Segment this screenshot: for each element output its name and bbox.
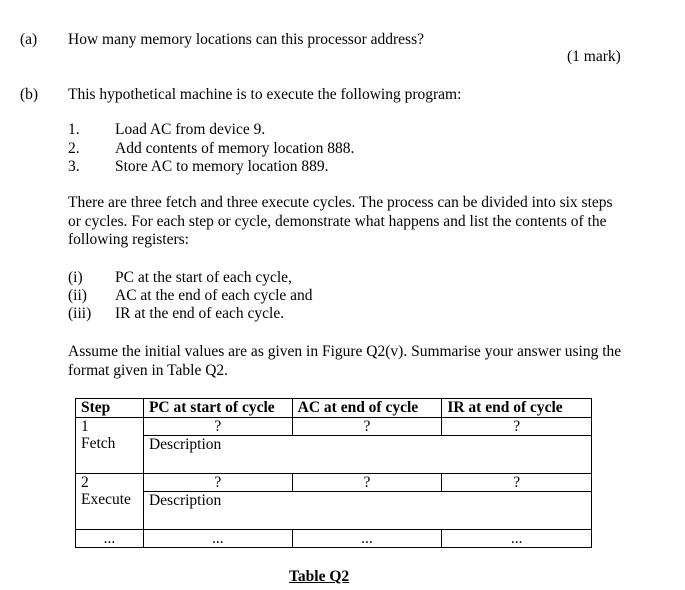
part-a-question: How many memory locations can this processor address? (68, 31, 424, 48)
step-label: Execute (81, 491, 131, 508)
paragraph-assume: Assume the initial values are as given in Figure Q2(v). Summarise your answer using the format given in Table Q2. (68, 343, 622, 379)
ac-cell: ... (292, 530, 442, 548)
step-number: 2 (81, 474, 89, 491)
table-row (76, 436, 592, 474)
ir-cell: ? (442, 474, 592, 492)
step-cell (76, 418, 144, 474)
ir-cell: ... (442, 530, 592, 548)
paragraph-cycles: There are three fetch and three execute cycles. The process can be divided into six steps or cycles. For each step or cycle, demonstrate what happens and list the contents of the following registers: (68, 194, 613, 248)
register-item-text: IR at the end of each cycle. (115, 305, 285, 322)
part-a-label: (a) (20, 31, 38, 48)
step-label: Fetch (81, 435, 116, 452)
table-header-row (76, 399, 592, 418)
step-number: 1 (81, 418, 89, 435)
register-item-num: (i) (68, 269, 83, 286)
program-item-text: Load AC from device 9. (115, 121, 266, 138)
part-b-label: (b) (20, 86, 39, 103)
register-item-num: (ii) (68, 287, 87, 304)
program-item-num: 3. (68, 158, 80, 175)
table-row (76, 474, 592, 492)
register-item-num: (iii) (68, 305, 92, 322)
header-step: Step (76, 399, 144, 418)
header-ac: AC at end of cycle (292, 399, 442, 418)
program-item-text: Store AC to memory location 889. (115, 158, 329, 175)
register-item-text: AC at the end of each cycle and (115, 287, 313, 304)
step-cell (76, 474, 144, 530)
pc-cell: ? (143, 418, 292, 436)
description-cell: Description (143, 436, 591, 474)
header-pc: PC at start of cycle (143, 399, 292, 418)
ac-cell: ? (292, 474, 442, 492)
program-item-num: 2. (68, 140, 80, 157)
table-caption: Table Q2 (289, 568, 350, 585)
pc-cell: ... (143, 530, 292, 548)
pc-cell: ? (143, 474, 292, 492)
marks-label: (1 mark) (567, 48, 621, 65)
table-row (76, 418, 592, 436)
part-b-intro: This hypothetical machine is to execute the following program: (68, 86, 462, 103)
register-item-text: PC at the start of each cycle, (115, 269, 292, 286)
program-item-num: 1. (68, 121, 80, 138)
ir-cell: ? (442, 418, 592, 436)
table-row (76, 530, 592, 548)
header-ir: IR at end of cycle (442, 399, 592, 418)
ac-cell: ? (292, 418, 442, 436)
description-cell: Description (143, 492, 591, 530)
step-cell: ... (76, 530, 144, 548)
program-item-text: Add contents of memory location 888. (115, 140, 355, 157)
table-q2 (75, 398, 592, 548)
table-row (76, 492, 592, 530)
